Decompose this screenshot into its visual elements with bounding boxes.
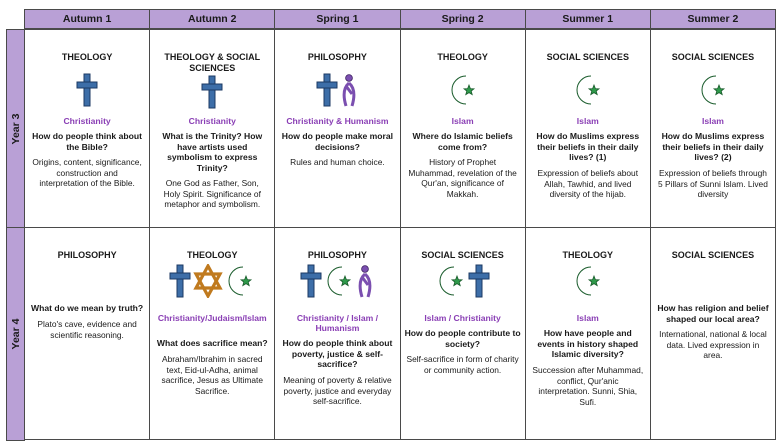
unit-description: Meaning of poverty & relative poverty, justice and everyday self-sacrifice. — [283, 375, 392, 406]
unit-description: One God as Father, Son, Holy Spirit. Significance of metaphor and symbolism. — [163, 178, 261, 209]
religion-symbols — [275, 266, 399, 300]
key-question: How do people think about poverty, justice & self-sacrifice? — [282, 338, 393, 369]
unit-cell — [650, 228, 776, 440]
year-3-row — [24, 29, 776, 228]
crescent-star-icon — [436, 264, 466, 303]
unit-description: Abraham/Ibrahim in sacred text, Eid-ul-Adha, animal sacrifice, Jesus as Ultimate Sacrifice. — [161, 354, 263, 396]
cross-icon — [169, 264, 191, 303]
unit-cell — [24, 29, 149, 228]
unit-description: History of Prophet Muhammad, revelation of the Qur'an, significance of Makkah. — [408, 157, 517, 199]
key-question: How have people and events in history shaped Islamic diversity? — [537, 328, 639, 359]
unit-description: Expression of beliefs about Allah, Tawhid, and lived diversity of the hijab. — [537, 168, 639, 199]
key-question: How do Muslims express their beliefs in their daily lives? (1) — [536, 131, 640, 162]
religion-symbols — [275, 75, 399, 109]
religion-label: Christianity / Islam / Humanism — [296, 313, 379, 333]
cross-icon — [316, 73, 338, 112]
discipline-label: THEOLOGY & SOCIAL SCIENCES — [164, 52, 261, 73]
unit-cell — [400, 29, 525, 228]
year-band-3 — [6, 29, 25, 229]
term-header: Summer 2 — [650, 9, 776, 29]
key-question: What does sacrifice mean? — [156, 338, 268, 348]
unit-cell — [525, 29, 650, 228]
religion-symbols — [25, 75, 149, 109]
discipline-label: THEOLOGY — [437, 52, 488, 62]
crescent-star-icon — [698, 73, 728, 112]
crescent-star-icon — [225, 264, 255, 303]
humanist-icon — [340, 72, 358, 113]
humanist-icon — [356, 263, 374, 304]
religion-label: Christianity — [63, 116, 111, 126]
religion-label: Islam — [451, 116, 474, 126]
discipline-label: PHILOSOPHY — [307, 52, 367, 62]
religion-symbols — [401, 75, 525, 109]
cross-icon — [300, 264, 322, 303]
unit-cell — [149, 29, 274, 228]
year-label: Year 3 — [10, 113, 22, 145]
term-header: Autumn 1 — [24, 9, 149, 29]
religion-symbols — [526, 266, 650, 300]
unit-description: Origins, content, significance, construction and interpretation of the Bible. — [32, 157, 142, 188]
key-question: How do people contribute to society? — [404, 328, 521, 349]
religion-symbols — [150, 77, 274, 111]
term-header: Summer 1 — [525, 9, 650, 29]
unit-cell — [650, 29, 776, 228]
year-4-row — [24, 228, 776, 440]
key-question: How has religion and belief shaped our local area? — [657, 303, 769, 324]
key-question: What is the Trinity? How have artists used symbolism to express Trinity? — [162, 131, 263, 173]
religion-label: Christianity & Humanism — [286, 116, 389, 126]
discipline-label: THEOLOGY — [61, 52, 113, 62]
religion-symbols — [651, 75, 775, 109]
term-header: Autumn 2 — [149, 9, 274, 29]
discipline-label: PHILOSOPHY — [307, 250, 367, 260]
unit-description: Rules and human choice. — [290, 157, 385, 167]
year-label: Year 4 — [10, 318, 22, 350]
religion-symbols — [401, 266, 525, 300]
unit-description: Plato's cave, evidence and scientific reasoning. — [37, 319, 137, 340]
year-band-4 — [6, 227, 25, 441]
religion-label: Islam — [701, 116, 724, 126]
unit-cell — [24, 228, 149, 440]
unit-cell — [525, 228, 650, 440]
crescent-star-icon — [324, 264, 354, 303]
star-of-david-icon — [193, 264, 223, 303]
unit-description: International, national & local data. Lived expression in area. — [659, 329, 767, 360]
cross-icon — [468, 264, 490, 303]
term-header-row — [24, 9, 776, 29]
unit-description: Self-sacrifice in form of charity or community action. — [406, 354, 519, 375]
discipline-label: SOCIAL SCIENCES — [421, 250, 504, 260]
key-question: What do we mean by truth? — [30, 303, 144, 313]
religion-label: Christianity/Judaism/Islam — [157, 313, 267, 323]
cross-icon — [76, 73, 98, 112]
religion-label: Islam — [576, 116, 599, 126]
religion-label: Islam / Christianity — [424, 313, 501, 323]
unit-cell — [149, 228, 274, 440]
discipline-label: SOCIAL SCIENCES — [671, 250, 755, 260]
term-header: Spring 1 — [274, 9, 399, 29]
religion-label: Islam — [576, 313, 599, 323]
unit-cell — [400, 228, 525, 440]
key-question: How do people make moral decisions? — [281, 131, 394, 152]
unit-description: Expression of beliefs through 5 Pillars of Sunni Islam. Lived diversity — [658, 168, 768, 199]
key-question: Where do Islamic beliefs come from? — [412, 131, 513, 152]
religion-symbols — [526, 75, 650, 109]
unit-cell — [274, 29, 399, 228]
cross-icon — [201, 75, 223, 114]
unit-description: Succession after Muhammad, conflict, Qur'anic interpretation. Sunni, Shia, Sufi. — [532, 365, 644, 407]
discipline-label: PHILOSOPHY — [57, 250, 117, 260]
discipline-label: THEOLOGY — [562, 250, 614, 260]
religion-label: Christianity — [188, 116, 236, 126]
discipline-label: SOCIAL SCIENCES — [671, 52, 755, 62]
religion-symbols — [150, 266, 274, 300]
key-question: How do Muslims express their beliefs in their daily lives? (2) — [661, 131, 765, 162]
crescent-star-icon — [573, 73, 603, 112]
discipline-label: THEOLOGY — [187, 250, 238, 260]
crescent-star-icon — [573, 264, 603, 303]
key-question: How do people think about the Bible? — [32, 131, 142, 152]
crescent-star-icon — [448, 73, 478, 112]
unit-cell — [274, 228, 399, 440]
term-header: Spring 2 — [400, 9, 525, 29]
discipline-label: SOCIAL SCIENCES — [546, 52, 629, 62]
